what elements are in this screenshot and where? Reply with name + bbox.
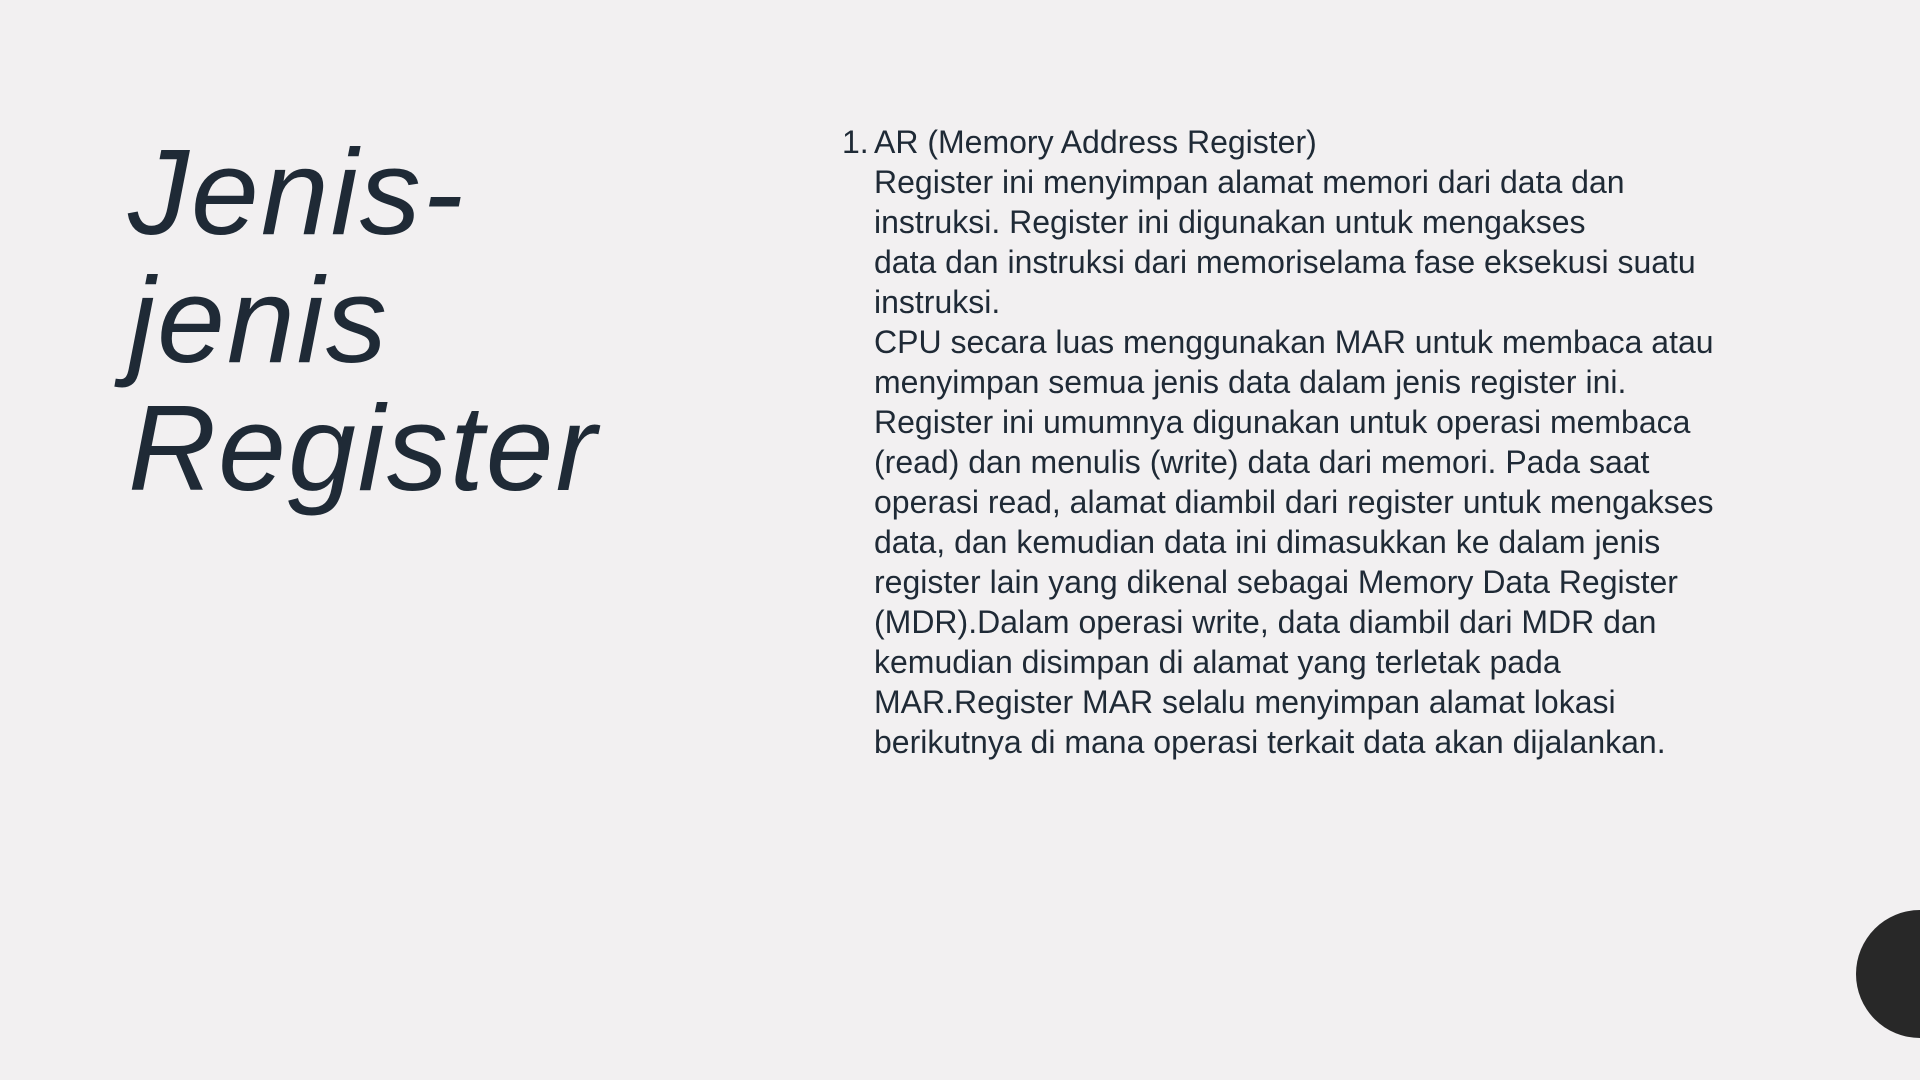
slide-title xyxy=(128,124,688,516)
paragraph-line: (MDR).Dalam operasi write, data diambil dari MDR dan xyxy=(874,604,1657,640)
list-heading: AR (Memory Address Register) xyxy=(874,124,1317,160)
paragraph-line: instruksi. Register ini digunakan untuk mengakses xyxy=(874,204,1586,240)
paragraph-line: register lain yang dikenal sebagai Memory Data Register xyxy=(874,564,1678,600)
paragraph-line: CPU secara luas menggunakan MAR untuk membaca atau xyxy=(874,324,1714,360)
numbered-list xyxy=(842,122,1782,762)
paragraph-line: Register ini menyimpan alamat memori dari data dan xyxy=(874,164,1625,200)
paragraph-line: berikutnya di mana operasi terkait data akan dijalankan. xyxy=(874,724,1666,760)
title-line: Jenis- xyxy=(128,124,466,260)
paragraph-line: data dan instruksi dari memoriselama fase eksekusi suatu xyxy=(874,244,1696,280)
list-number: 1. xyxy=(842,124,869,160)
slide-content xyxy=(842,122,1782,762)
paragraph-line: instruksi. xyxy=(874,284,1001,320)
list-item xyxy=(842,122,1782,762)
title-line: Register xyxy=(128,380,599,516)
title-line: jenis xyxy=(128,252,389,388)
paragraph-line: data, dan kemudian data ini dimasukkan ke dalam jenis xyxy=(874,524,1661,560)
paragraph-line: kemudian disimpan di alamat yang terletak pada xyxy=(874,644,1561,680)
paragraph-line: (read) dan menulis (write) data dari memori. Pada saat xyxy=(874,444,1650,480)
paragraph-line: menyimpan semua jenis data dalam jenis register ini. xyxy=(874,364,1627,400)
decorative-corner-circle xyxy=(1856,910,1920,1038)
paragraph-line: operasi read, alamat diambil dari register untuk mengakses xyxy=(874,484,1714,520)
paragraph-line: Register ini umumnya digunakan untuk operasi membaca xyxy=(874,404,1691,440)
paragraph-line: MAR.Register MAR selalu menyimpan alamat lokasi xyxy=(874,684,1616,720)
